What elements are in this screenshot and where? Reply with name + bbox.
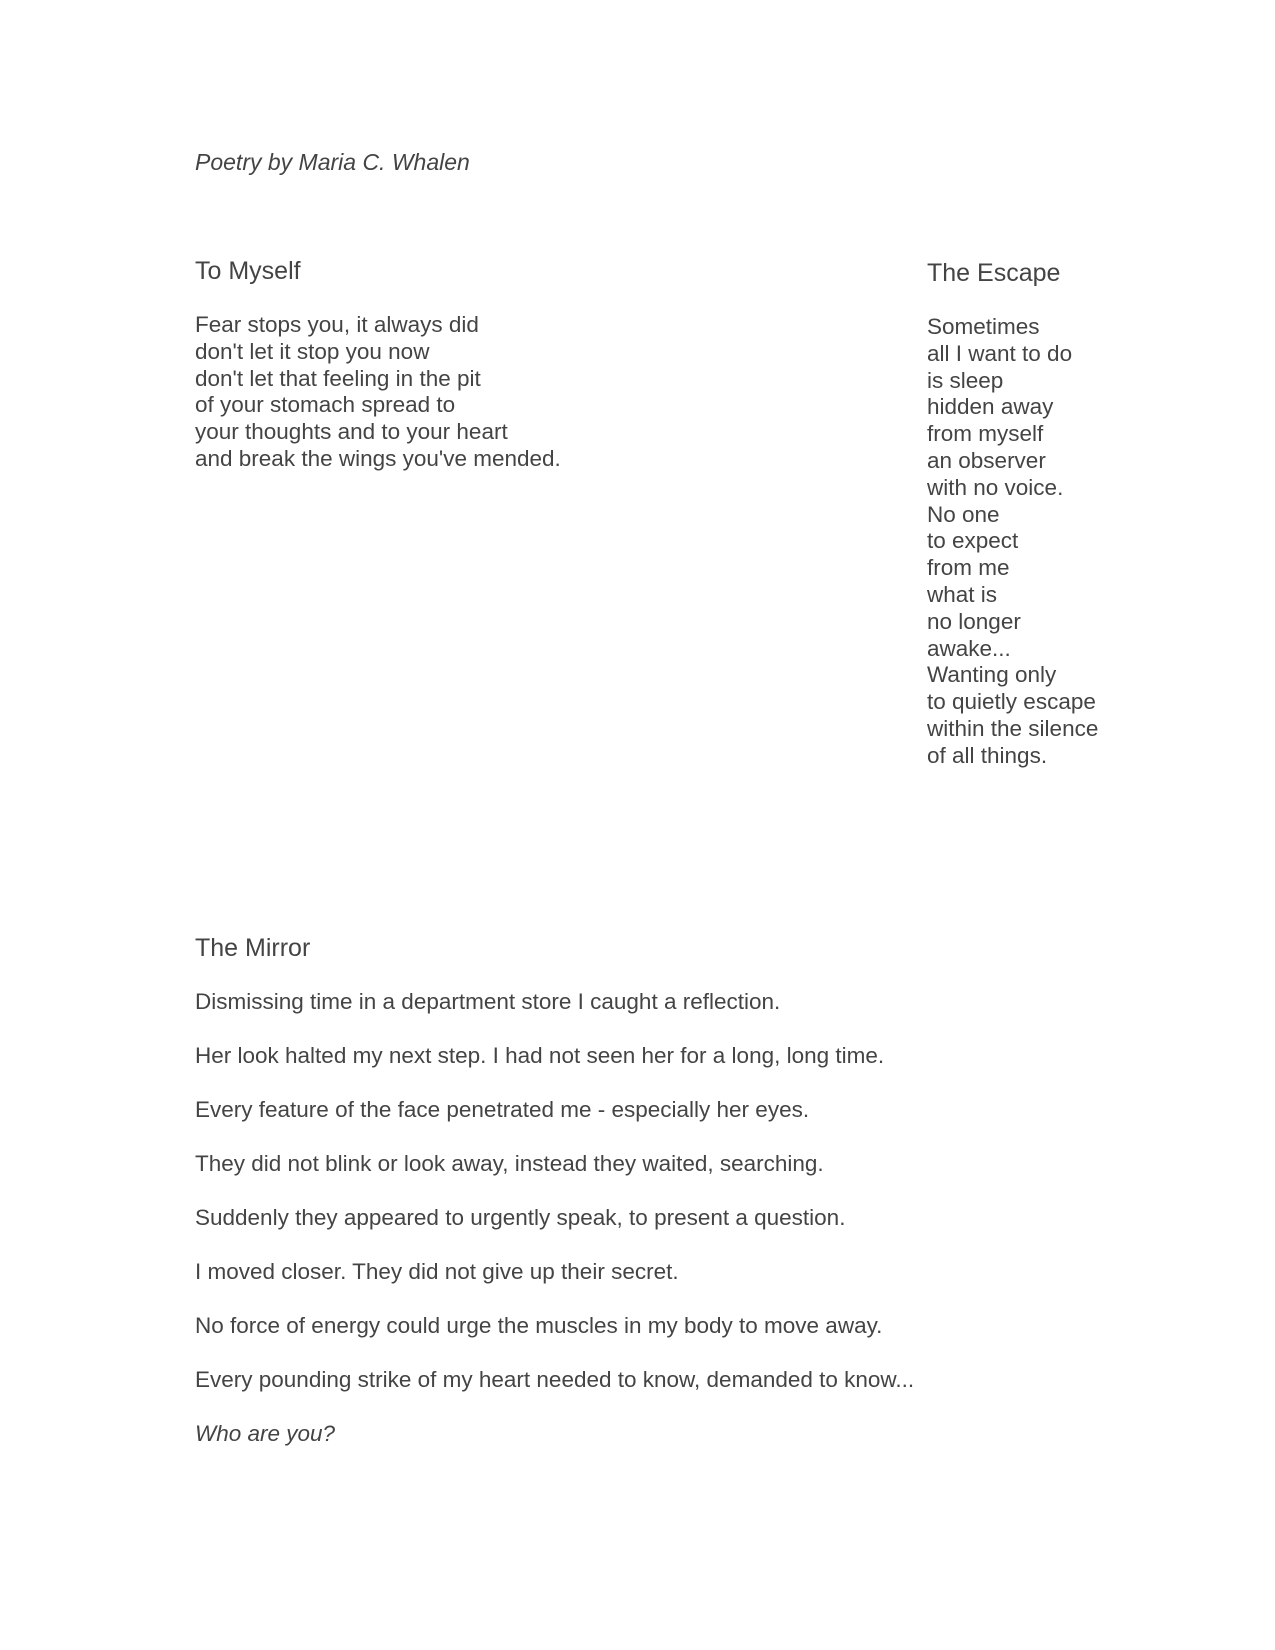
poem-body [195, 312, 561, 473]
poem-line: your thoughts and to your heart [195, 419, 508, 445]
poem-closing-line: Who are you? [195, 1421, 336, 1446]
poem-the-mirror [195, 932, 914, 1447]
poem-line: from me [927, 555, 1010, 581]
poem-body [927, 314, 1098, 770]
poem-line: Sometimes [927, 314, 1040, 339]
poem-line: Wanting only [927, 662, 1057, 688]
poem-line: Suddenly they appeared to urgently speak, to present a question. [195, 1205, 846, 1230]
poem-line: No force of energy could urge the muscles in my body to move away. [195, 1313, 883, 1338]
poem-title: To Myself [195, 257, 301, 285]
poem-line: to quietly escape [927, 689, 1096, 715]
poem-line: awake... [927, 635, 1011, 661]
poem-line: within the silence [927, 715, 1099, 741]
poem-line: and break the wings you've mended. [195, 445, 561, 471]
byline: Poetry by Maria C. Whalen [195, 149, 470, 175]
poem-line: what is [927, 581, 998, 607]
poem-line: Her look halted my next step. I had not seen her for a long, long time. [195, 1043, 885, 1068]
poem-line: hidden away [927, 394, 1054, 420]
poem-line: from myself [927, 421, 1044, 447]
poem-line: don't let it stop you now [195, 338, 430, 364]
poem-body [195, 989, 914, 1447]
poem-to-myself [195, 255, 561, 473]
poem-line: Every feature of the face penetrated me - especially her eyes. [195, 1097, 810, 1122]
poem-line: No one [927, 501, 1000, 527]
poem-line: I moved closer. They did not give up their secret. [195, 1259, 679, 1284]
poem-line: is sleep [927, 367, 1004, 393]
poem-line: of your stomach spread to [195, 392, 456, 418]
poem-line: don't let that feeling in the pit [195, 365, 481, 391]
poem-line: Every pounding strike of my heart needed to know, demanded to know... [195, 1367, 915, 1392]
poem-the-escape [927, 257, 1098, 770]
poem-line: with no voice. [927, 474, 1064, 500]
poem-line: to expect [927, 528, 1019, 554]
poem-line: They did not blink or look away, instead they waited, searching. [195, 1151, 824, 1176]
poem-line: an observer [927, 447, 1046, 473]
poem-line: no longer [927, 608, 1021, 634]
poem-line: of all things. [927, 742, 1048, 768]
poem-line: Dismissing time in a department store I caught a reflection. [195, 989, 781, 1014]
poem-title: The Escape [927, 259, 1061, 287]
poem-title: The Mirror [195, 934, 311, 962]
poem-line: all I want to do [927, 340, 1073, 366]
poem-line: Fear stops you, it always did [195, 312, 479, 337]
